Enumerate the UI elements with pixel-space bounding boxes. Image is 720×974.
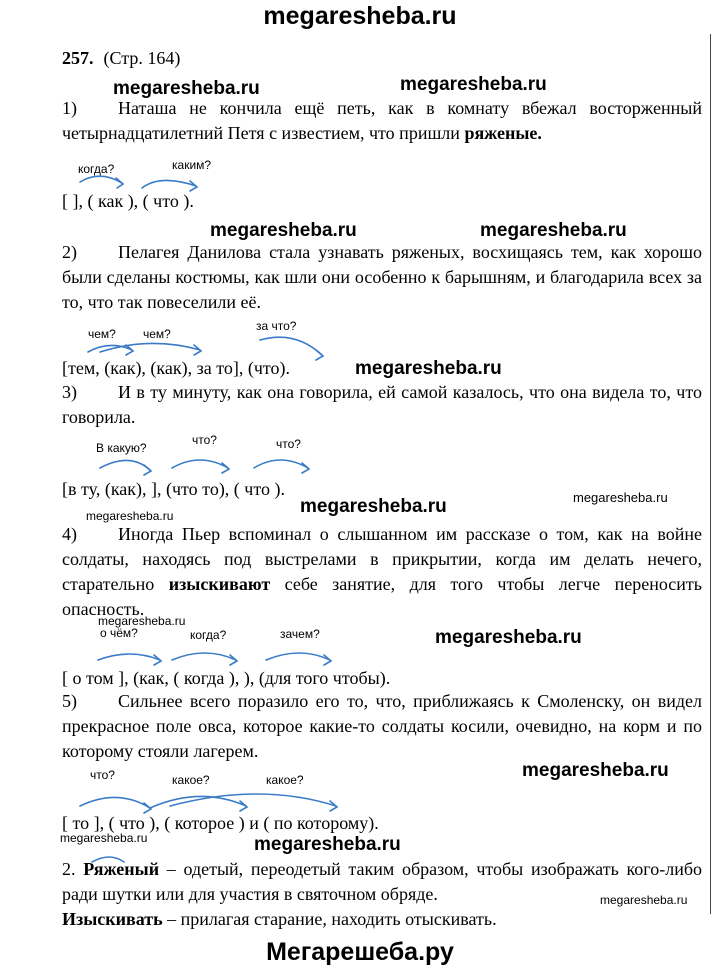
sentence-number: 5) (62, 691, 77, 711)
arc-line (172, 653, 236, 660)
page-reference: (Стр. 164) (103, 48, 181, 68)
watermark-inline: megaresheba.ru (600, 893, 688, 907)
exercise-number: 257. (62, 48, 94, 68)
scheme-question: чем? (143, 327, 171, 341)
scheme-question: когда? (190, 628, 227, 642)
watermark-inline: megaresheba.ru (113, 78, 260, 99)
sentence-text: И в ту минуту, как она говорила, ей самой казалось, что она видела то, что говорила. (62, 382, 702, 427)
arc-line (142, 180, 196, 188)
watermark-inline: megaresheba.ru (210, 220, 357, 241)
scheme-question: каким? (172, 158, 212, 172)
page-edge-line (710, 34, 711, 914)
sentence-text: Иногда Пьер вспоминал о слышанном им рассказе о том, как на войне солдаты, находясь под выстрелами в прикрытии, когда им делать нечего, старательно (62, 524, 702, 594)
sentence-text: Наташа не кончила ещё петь, как в комнату вбежал восторженный четырнадцатилетний Петя с известием, что пришли (62, 98, 702, 143)
arc-line (100, 343, 200, 352)
sentence-number: 4) (62, 524, 77, 544)
arc-line (80, 176, 122, 183)
definition-text: – одетый, переодетый таким образом, чтобы изображать кого-либо ради шутки или для участия в святочном обряде. (62, 859, 703, 904)
watermark-inline: megaresheba.ru (254, 834, 401, 855)
scheme-question: что? (276, 437, 301, 451)
definition-2 (62, 907, 702, 932)
watermark-inline: megaresheba.ru (435, 627, 582, 648)
arc-line (172, 460, 228, 468)
watermark-inline: megaresheba.ru (480, 220, 627, 241)
arc-line (150, 796, 246, 808)
watermark-inline: megaresheba.ru (86, 509, 174, 523)
watermark-inline: megaresheba.ru (400, 74, 547, 95)
definition-text: – прилагая старание, находить отыскивать. (162, 909, 497, 929)
sentence-text: Сильнее всего поразило его то, что, приближаясь к Смоленску, он видел прекрасное поле овса, которое какие-то солдаты косили, очевидно, на корм и по которому стояли лагерем. (62, 691, 702, 761)
watermark-inline: megaresheba.ru (355, 358, 502, 379)
sentence-bold-word: изыскивают (168, 574, 271, 594)
definition-prefix: 2. (62, 859, 84, 879)
sentence-5 (62, 689, 702, 764)
definition-term: Ряженый (83, 859, 160, 879)
arc-arrow (316, 350, 323, 360)
arc-arrow (154, 655, 161, 665)
arc-line (98, 654, 160, 660)
scheme-question: зачем? (280, 627, 320, 641)
sentence-4 (62, 522, 702, 622)
arc-arrow (190, 181, 197, 191)
arc-arrow (330, 801, 337, 811)
sentence-2 (62, 240, 702, 315)
watermark-inline: megaresheba.ru (522, 760, 669, 781)
exercise-heading (62, 48, 180, 69)
sentence-scheme: [ о том ], (как, ( когда ), ), (для того чтобы). (62, 668, 391, 688)
scheme-question: какое? (172, 773, 210, 787)
arc-line (170, 794, 336, 806)
arc-arrow (240, 801, 247, 811)
scheme-question: В какую? (96, 441, 147, 455)
sentence-1 (62, 96, 702, 146)
sentence-text: себе занятие, для того чтобы легче переносить опасность. (62, 574, 702, 619)
arc-line (266, 653, 330, 660)
arc-arrow (302, 463, 309, 473)
sentence-scheme: [в ту, (как), ], (что то), ( что ). (62, 479, 285, 499)
sentence-number: 1) (62, 98, 77, 118)
watermark-inline: megaresheba.ru (98, 614, 186, 628)
sentence-bold-word: ряженые. (464, 123, 542, 143)
scheme-question: что? (192, 433, 217, 447)
scheme-question: о чём? (100, 626, 138, 640)
sentence-number: 3) (62, 382, 77, 402)
watermark-bottom: Мегарешеба.ру (266, 938, 454, 966)
arc-arrow (230, 655, 237, 665)
watermark-inline: megaresheba.ru (300, 496, 447, 517)
sentence-scheme: [ ], ( как ), ( что ). (62, 191, 194, 211)
arc-arrow (126, 345, 133, 355)
watermark-top: megaresheba.ru (263, 2, 457, 30)
arc-line (80, 797, 150, 808)
definition-term: Изыскивать (62, 909, 163, 929)
arc-line (254, 460, 308, 468)
arc-arrow (222, 463, 229, 473)
scheme-question: что? (90, 768, 115, 782)
sentence-scheme: [ то ], ( что ), ( которое ) и ( по которому). (62, 813, 379, 833)
arc-line (88, 345, 132, 352)
arc-line (260, 337, 322, 355)
arc-arrow (324, 655, 331, 665)
watermark-inline: megaresheba.ru (573, 490, 668, 505)
arc-line (100, 460, 150, 470)
arc-arrow (144, 803, 151, 813)
scheme-question: какое? (266, 773, 304, 787)
sentence-number: 2) (62, 242, 77, 262)
definition-1 (62, 857, 702, 907)
arc-arrow (194, 345, 201, 355)
sentence-3 (62, 380, 702, 430)
arc-arrow (116, 178, 123, 188)
watermark-inline: megaresheba.ru (60, 831, 148, 845)
scheme-question: когда? (78, 162, 115, 176)
sentence-text: Пелагея Данилова стала узнавать ряженых, восхищаясь тем, как хорошо были сделаны костюмы, как шли они особенно к барышням, и благодарила всех за то, что так повеселили её. (62, 242, 702, 312)
scheme-question: за что? (256, 319, 297, 333)
arc-arrow (144, 465, 151, 475)
scheme-question: чем? (88, 327, 116, 341)
sentence-scheme: [тем, (как), (как), за то], (что). (62, 358, 291, 378)
